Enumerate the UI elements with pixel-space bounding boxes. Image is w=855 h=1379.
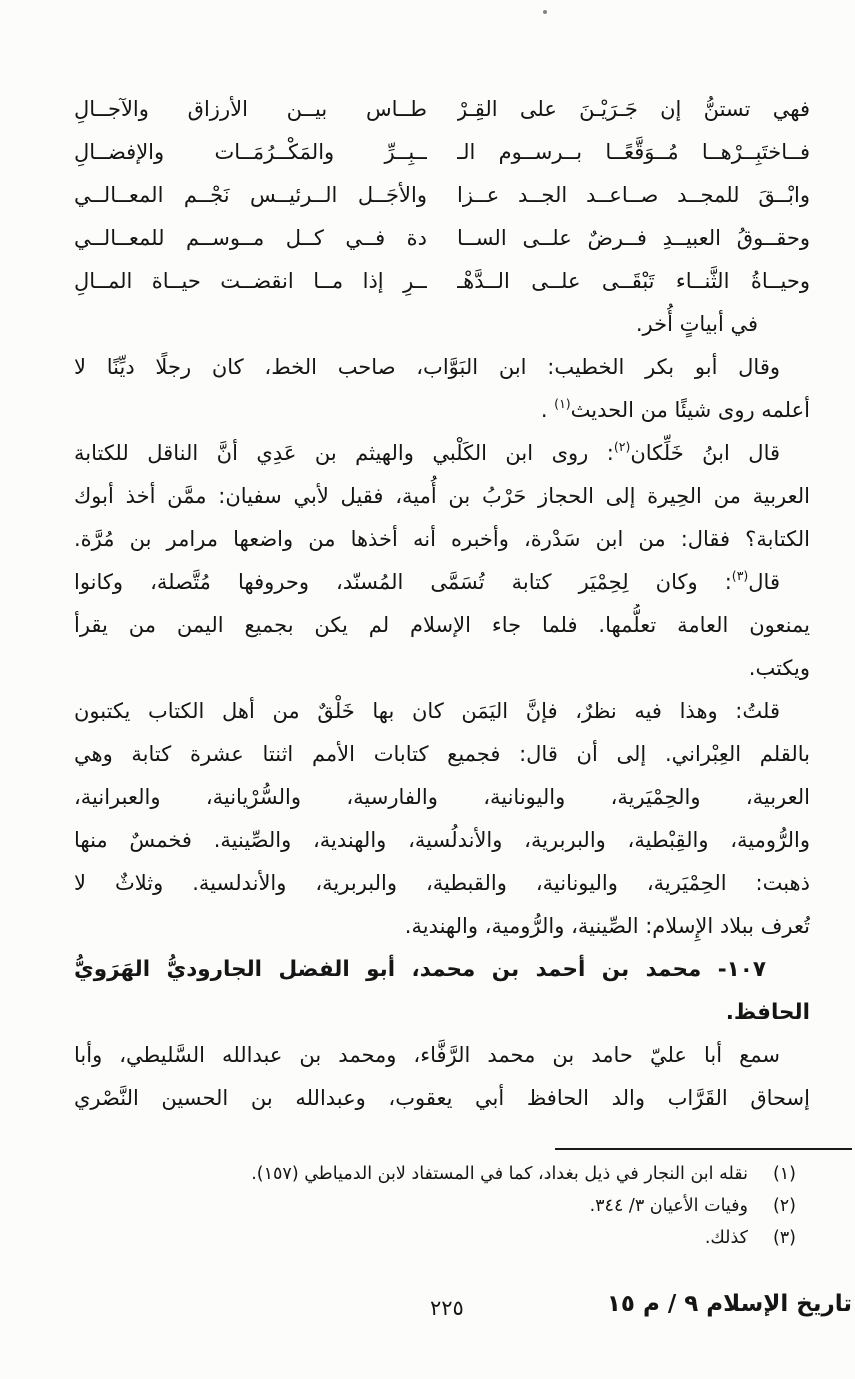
line-text: : روى ابن الكَلْبي والهيثم بن عَدِي أنَّ الناقل للكتابة [74, 441, 614, 465]
hemistich-right: فــاختَبِــرْهــا مُــوَقَّعًــا بــرســوم الـ [457, 140, 810, 164]
footnote-text: كذلك. [704, 1228, 748, 1248]
poem-verse-line [74, 88, 810, 131]
poem-verse-line [74, 260, 810, 303]
footnote-item [74, 1190, 810, 1222]
hemistich-right: وحيــاةُ الثَّنــاء تَبْقَــى علــى الــدَّهْـ [457, 269, 810, 293]
text-line [74, 432, 810, 475]
line-text: قال ابنُ خَلِّكان [630, 441, 781, 465]
hemistich-left: والأجَــل الــرئيــس نَجْــم المعــالــي [74, 183, 427, 207]
footnote-number: (٢) [772, 1196, 796, 1216]
line-text: : وكان لِحِمْيَر كتابة تُسَمَّى المُسنّد، وحروفها مُتَّصلة، وكانوا [74, 570, 732, 594]
text-line: تُعرف ببلاد الإِسلام: الصِّينية، والرُّومية، والهندية. [404, 914, 810, 938]
footnote-text: وفيات الأعيان ٣/ ٣٤٤. [589, 1196, 748, 1216]
hemistich-left: طــاس بيــن الأرزاق والآجــالِ [74, 97, 427, 121]
text-line: سمع أبا عليّ حامد بن محمد الرَّفَّاء، ومحمد بن عبدالله السَّليطي، وأبا [74, 1043, 780, 1067]
entry-heading [74, 948, 810, 1034]
footnote-number: (١) [772, 1164, 796, 1184]
paragraph-himyar-script [74, 561, 810, 690]
page-footer-book-title: تاريخ الإسلام ٩ / م ١٥ [606, 1291, 852, 1317]
footnotes-separator [555, 1148, 852, 1150]
footnote-marker-1: (١) [554, 396, 571, 411]
text-line: ذهبت: الحِمْيَرية، واليونانية، والقبطية، والبربرية، والأندلسية. وثلاثٌ لا [74, 871, 810, 895]
poem-block [74, 88, 810, 346]
footnotes-block [74, 1148, 810, 1254]
paragraph-ibn-khallikan [74, 432, 810, 561]
hemistich-left: ــرِ إذا مــا انقضــت حيــاة المــالِ [74, 269, 427, 293]
text-line: يمنعون العامة تعلُّمها. فلما جاء الإسلام لم يكن بجميع اليمن من يقرأ [74, 613, 810, 637]
text-line: إسحاق القَرَّاب والد الحافظ أبي يعقوب، وعبدالله بن الحسين النَّصْري [74, 1086, 810, 1110]
entry-heading-line: ١٠٧- محمد بن أحمد بن محمد، أبو الفضل الجاروديُّ الهَرَويُّ [74, 957, 766, 982]
text-line: الكتابة؟ فقال: من ابن سَدْرة، وأخبره أنه أخذها من واضعها مرامر بن مُرَّة. [74, 527, 810, 551]
line-text: أعلمه روى شيئًا من الحديث [570, 398, 810, 422]
text-line: العربية، والحِمْيَرية، واليونانية، والفارسية، والسُّرْيانية، والعبرانية، [74, 785, 810, 809]
text-line: قلتُ: وهذا فيه نظرٌ، فإنَّ اليَمَن كان بها خَلْقٌ من أهل الكتاب يكتبون [74, 699, 780, 723]
footnote-text: نقله ابن النجار في ذيل بغداد، كما في المستفاد لابن الدمياطي (١٥٧). [251, 1164, 748, 1184]
footnote-marker-3: (٣) [731, 568, 749, 583]
paragraph-khatib-quote [74, 346, 810, 432]
footnote-item [74, 1158, 810, 1190]
text-line [74, 561, 810, 604]
poem-closing-line: في أبياتٍ أُخر. [635, 312, 758, 336]
entry-heading-line: الحافظ. [725, 1000, 810, 1025]
text-line: وقال أبو بكر الخطيب: ابن البَوَّاب، صاحب الخط، كان رجلًا ديِّنًا لا [74, 355, 780, 379]
poem-verse-line [74, 174, 810, 217]
line-text: قال [748, 570, 780, 594]
text-line [74, 389, 810, 432]
paragraph-entry-body [74, 1034, 810, 1120]
hemistich-left: ــبِــرِّ والمَكْــرُمَــات والإفضــالِ [74, 140, 427, 164]
paragraph-author-comment [74, 690, 810, 948]
hemistich-left: دة فــي كــل مــوســم للمعــالــي [74, 226, 427, 250]
poem-verse-line [74, 217, 810, 260]
text-line: ويكتب. [748, 656, 810, 680]
text-line: والرُّومية، والقِبْطية، والبربرية، والأندلُسية، والهندية، والصِّينية. فخمسٌ منها [74, 828, 810, 852]
hemistich-right: فهي تستنُّ إن جَـرَيْـنَ على القِـرْ [457, 97, 810, 121]
footnote-item [74, 1222, 810, 1254]
hemistich-right: وحقــوقُ العبيــدِ فــرضٌ علــى الســا [457, 226, 810, 250]
footnote-number: (٣) [772, 1228, 796, 1248]
hemistich-right: وابْــقَ للمجــد صــاعــد الجــد عــزا [457, 183, 810, 207]
text-line: العربية من الحِيرة إلى الحجاز حَرْبُ بن أُمية، فقيل لأبي سفيان: ممَّن أخذ أبوك [74, 484, 810, 508]
page-footer-page-number: ٢٢٥ [430, 1296, 464, 1320]
line-text: . [540, 398, 555, 422]
footnote-marker-2: (٢) [613, 439, 631, 454]
poem-verse-line [74, 131, 810, 174]
text-line: بالقلم العِبْراني. إلى أن قال: فجميع كتابات الأمم اثنتا عشرة كتابة وهي [74, 742, 810, 766]
scan-speck [543, 10, 547, 14]
